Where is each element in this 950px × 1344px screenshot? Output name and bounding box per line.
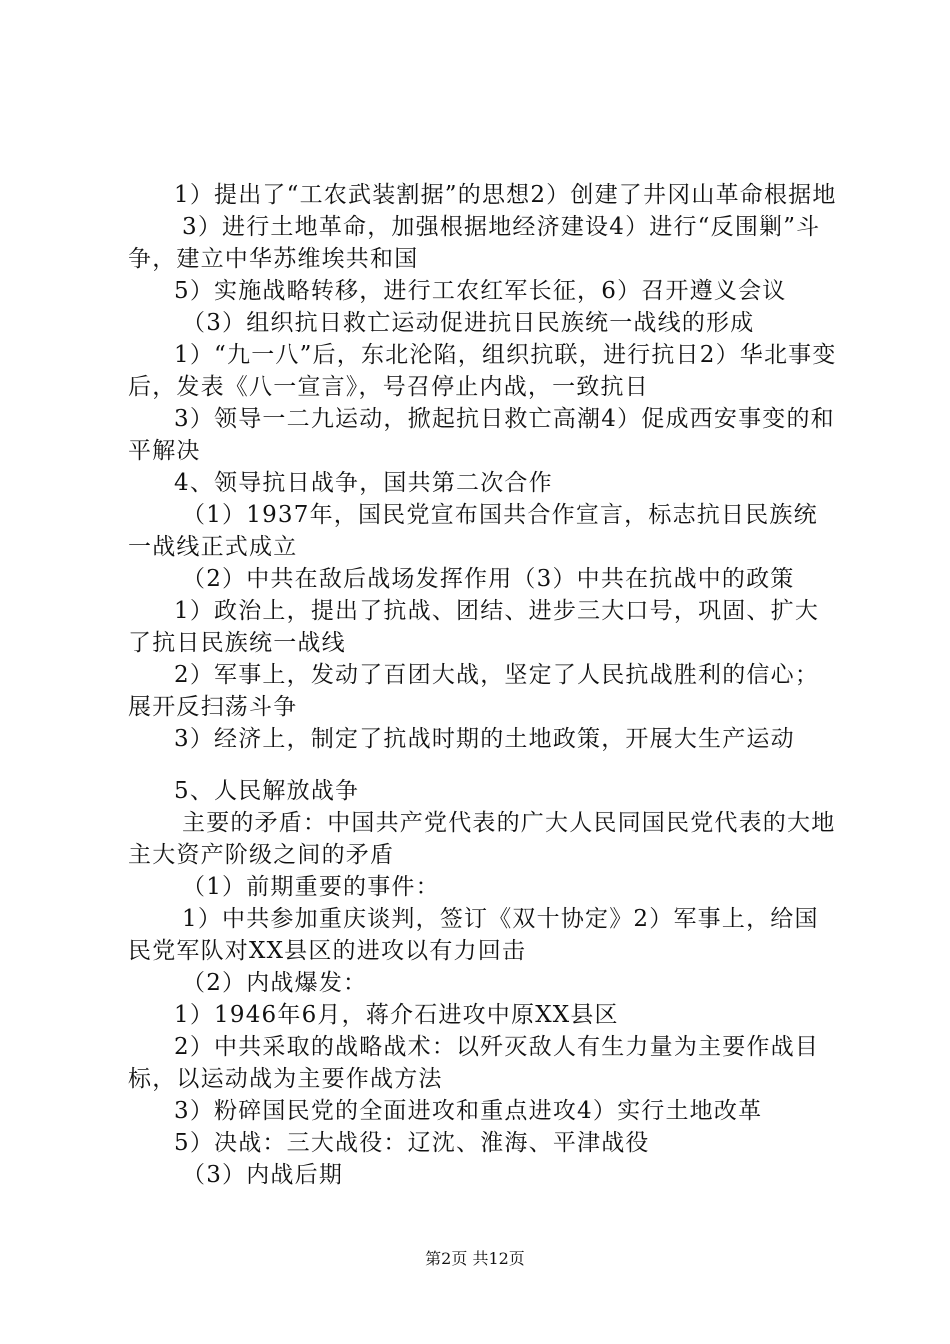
paragraph: 2）中共采取的战略战术：以歼灭敌人有生力量为主要作战目标，以运动战为主要作战方法 — [128, 1034, 820, 1092]
paragraph: 5）实施战略转移，进行工农红军长征，6）召开遵义会议 — [174, 278, 787, 304]
paragraph: （2）中共在敌后战场发挥作用（3）中共在抗战中的政策 — [182, 566, 795, 592]
paragraph: （3）组织抗日救亡运动促进抗日民族统一战线的形成 — [182, 310, 755, 336]
page-body — [128, 179, 838, 1191]
paragraph: 3）进行土地革命，加强根据地经济建设4）进行“反围剿”斗争，建立中华苏维埃共和国 — [128, 214, 821, 272]
paragraph: 1）中共参加重庆谈判，签订《双十协定》2）军事上，给国民党军队对XX县区的进攻以有力回击 — [128, 906, 819, 964]
paragraph: 1）提出了“工农武装割据”的思想2）创建了井冈山革命根据地 — [174, 182, 837, 208]
paragraph: 主要的矛盾：中国共产党代表的广大人民同国民党代表的大地主大资产阶级之间的矛盾 — [128, 810, 836, 868]
paragraph: 5）决战：三大战役：辽沈、淮海、平津战役 — [174, 1130, 650, 1156]
paragraph: 2）军事上，发动了百团大战，坚定了人民抗战胜利的信心；展开反扫荡斗争 — [128, 662, 820, 720]
page-number-footer: 第2页 共12页 — [425, 1249, 525, 1268]
paragraph: （1）1937年，国民党宣布国共合作宣言，标志抗日民族统一战线正式成立 — [128, 502, 818, 560]
paragraph: 1）“九一八”后，东北沦陷，组织抗联，进行抗日2）华北事变后，发表《八一宣言》，号召停止内战，一致抗日 — [128, 342, 837, 400]
paragraph: 3）领导一二九运动，掀起抗日救亡高潮4）促成西安事变的和平解决 — [128, 406, 835, 464]
paragraph: 3）经济上，制定了抗战时期的土地政策，开展大生产运动 — [174, 726, 795, 752]
paragraph: （3）内战后期 — [182, 1162, 344, 1188]
paragraph: 1）1946年6月，蒋介石进攻中原XX县区 — [174, 1002, 619, 1028]
section-heading: 4、领导抗日战争，国共第二次合作 — [174, 470, 553, 496]
paragraph: 1）政治上，提出了抗战、团结、进步三大口号，巩固、扩大了抗日民族统一战线 — [128, 598, 820, 656]
paragraph: （2）内战爆发： — [182, 970, 368, 996]
paragraph: （1）前期重要的事件： — [182, 874, 440, 900]
paragraph-gap — [128, 755, 838, 775]
section-heading: 5、人民解放战争 — [174, 778, 360, 804]
paragraph: 3）粉碎国民党的全面进攻和重点进攻4）实行土地改革 — [174, 1098, 763, 1124]
